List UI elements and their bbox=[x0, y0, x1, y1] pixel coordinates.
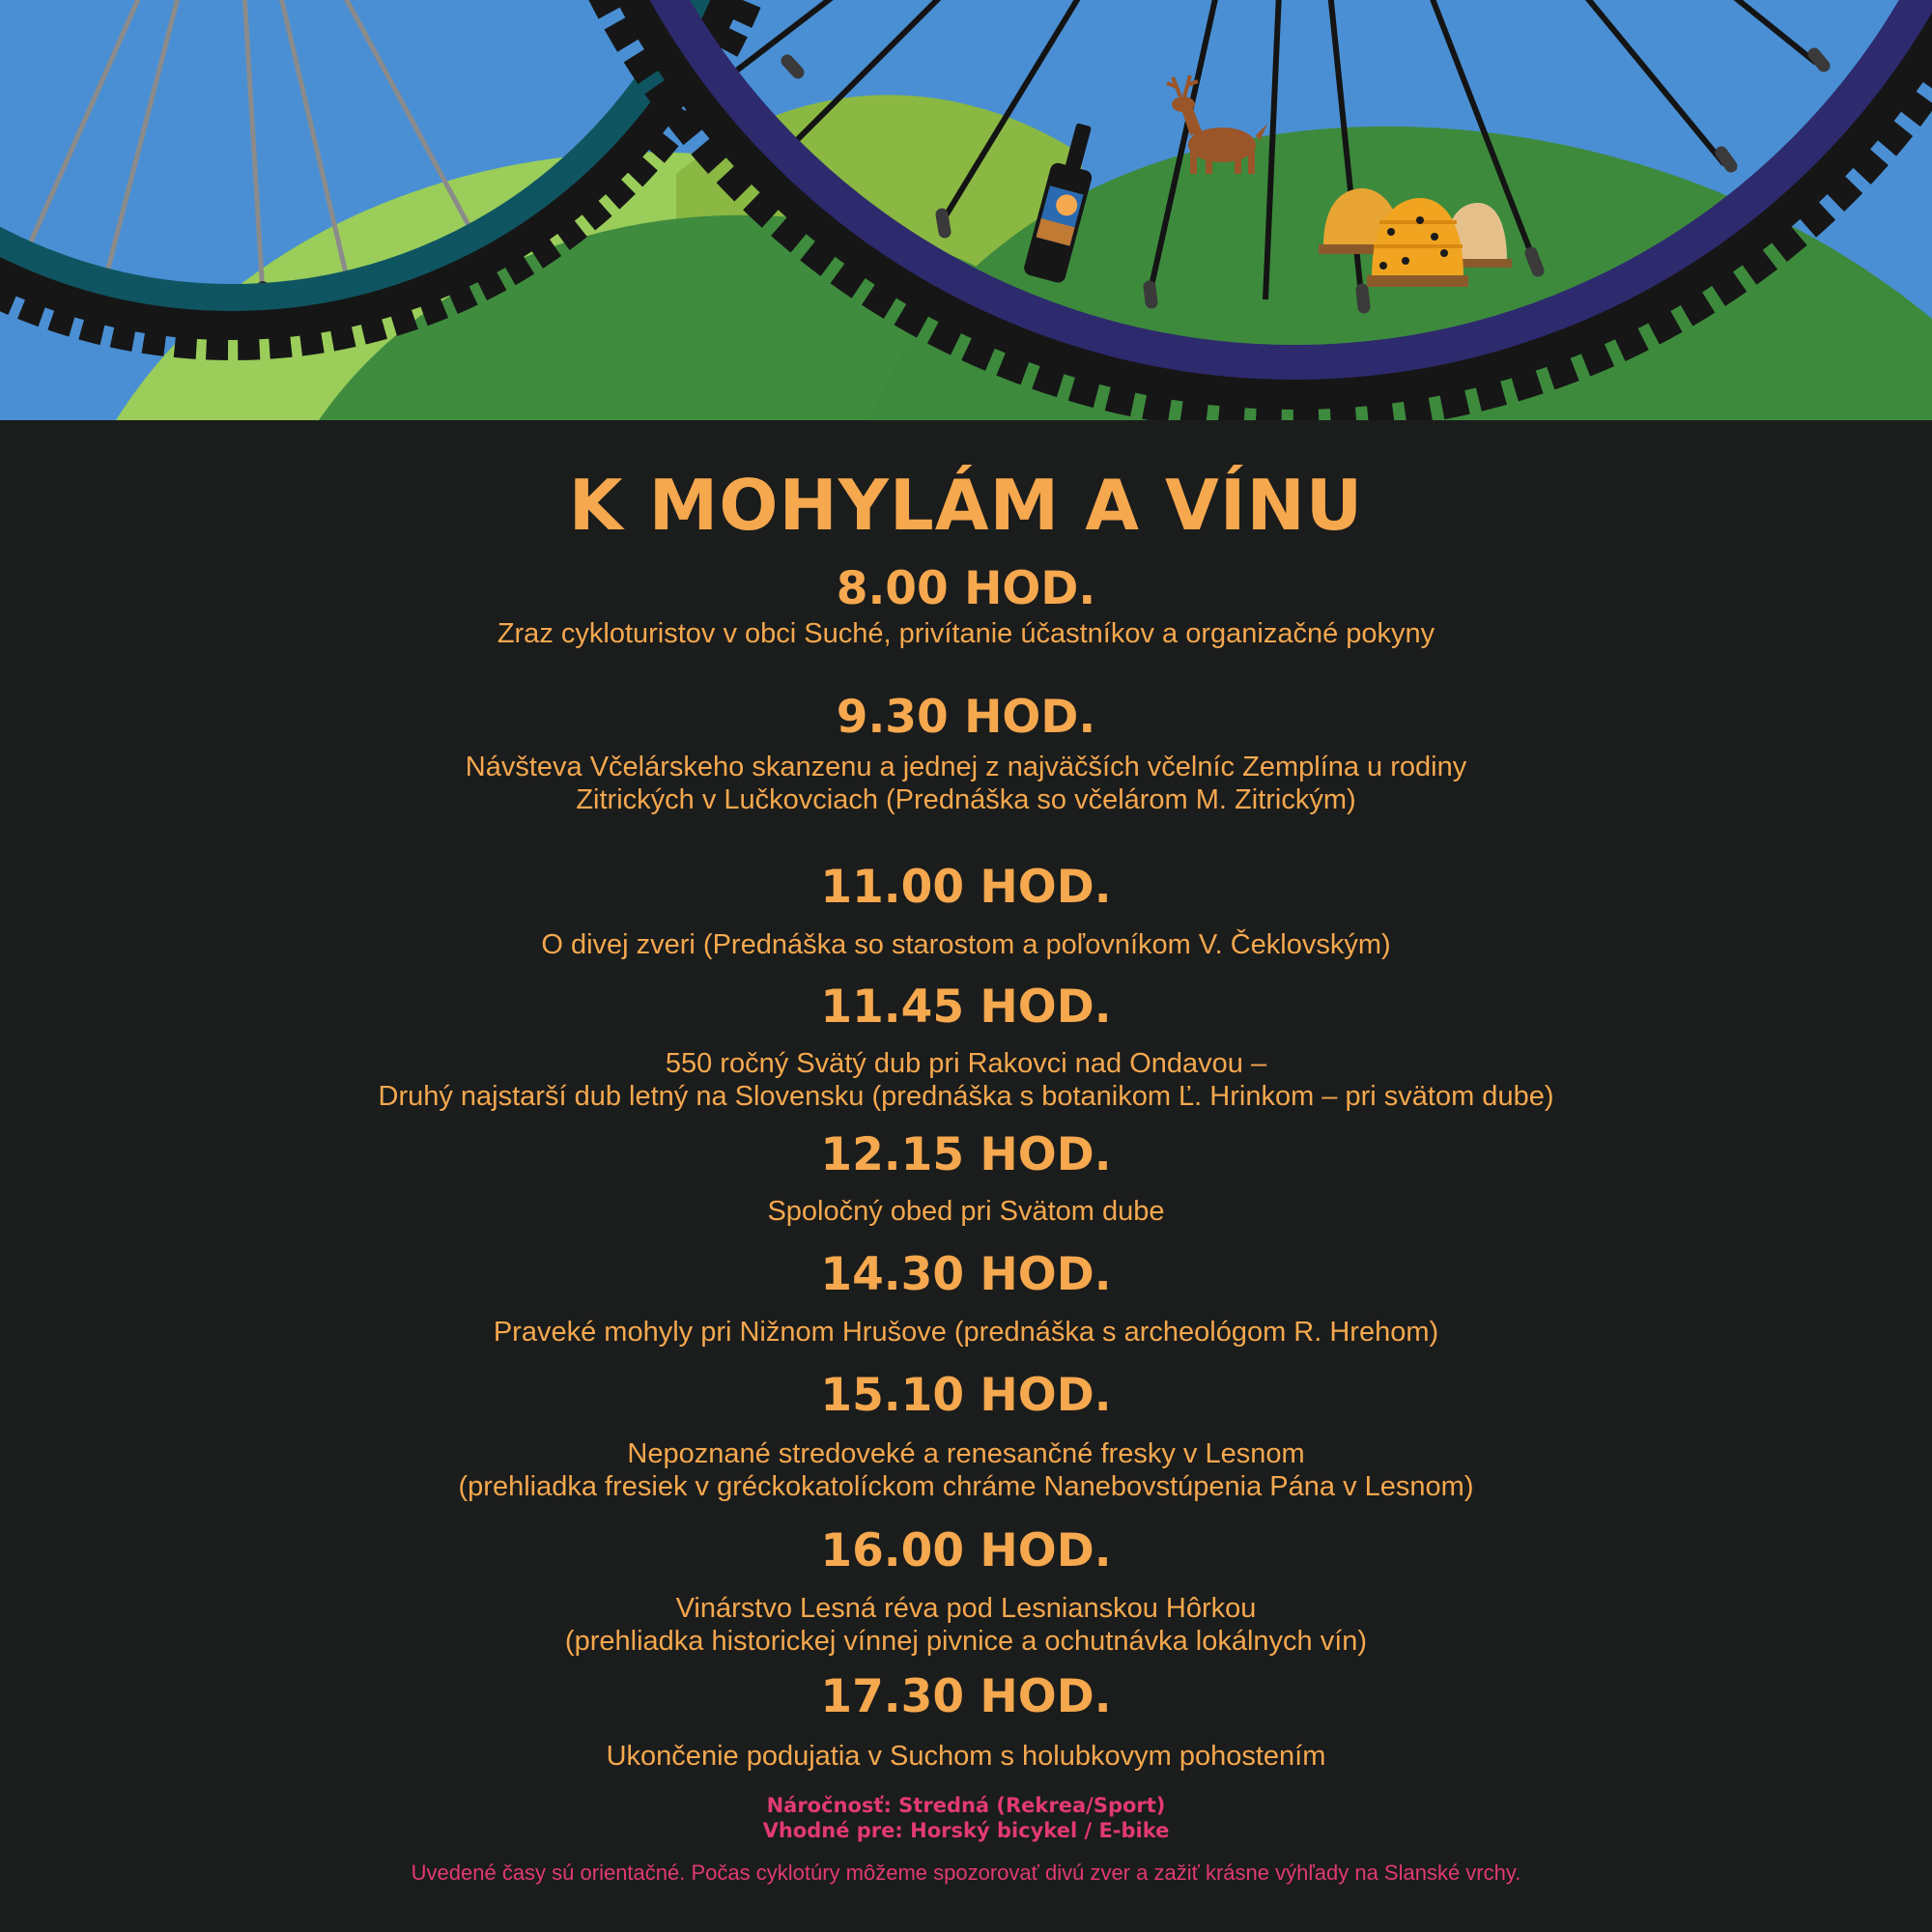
schedule-time: 11.00 HOD. bbox=[820, 861, 1112, 914]
schedule-time: 12.15 HOD. bbox=[820, 1128, 1112, 1181]
schedule-description: Nepoznané stredoveké a renesančné fresky v Lesnom bbox=[627, 1438, 1305, 1469]
hero-illustration bbox=[0, 0, 1932, 420]
schedule-time: 9.30 HOD. bbox=[836, 691, 1096, 744]
schedule-description: (prehliadka historickej vínnej pivnice a ochutnávka lokálnych vín) bbox=[564, 1626, 1368, 1657]
footnote: Uvedené časy sú orientačné. Počas cyklotúry môžeme spozorovať divú zver a zažiť krásne výhľady na Slanské vrchy. bbox=[411, 1861, 1521, 1885]
schedule-time: 8.00 HOD. bbox=[836, 562, 1096, 615]
schedule-description: Spoločný obed pri Svätom dube bbox=[767, 1196, 1165, 1227]
schedule-section bbox=[0, 420, 1932, 1932]
schedule-description: Zitrických v Lučkovciach (Prednáška so včelárom M. Zitrickým) bbox=[576, 784, 1356, 815]
difficulty-label: Náročnosť: Stredná (Rekrea/Sport) bbox=[766, 1794, 1166, 1817]
page-title: K MOHYLÁM A VÍNU bbox=[568, 465, 1364, 546]
schedule-description: Ukončenie podujatia v Suchom s holubkovym pohostením bbox=[606, 1741, 1326, 1772]
schedule-time: 16.00 HOD. bbox=[820, 1524, 1112, 1577]
schedule-description: Druhý najstarší dub letný na Slovensku (prednáška s botanikom Ľ. Hrinkom – pri svätom dube) bbox=[378, 1081, 1554, 1112]
schedule-description: Vinárstvo Lesná réva pod Lesnianskou Hôrkou bbox=[675, 1593, 1257, 1624]
suitable-for-label: Vhodné pre: Horský bicykel / E-bike bbox=[762, 1819, 1170, 1842]
schedule-time: 15.10 HOD. bbox=[820, 1369, 1112, 1422]
schedule-description: (prehliadka fresiek v gréckokatolíckom chráme Nanebovstúpenia Pána v Lesnom) bbox=[458, 1471, 1474, 1502]
schedule-description: O divej zveri (Prednáška so starostom a poľovníkom V. Čeklovským) bbox=[541, 929, 1391, 960]
schedule-time: 17.30 HOD. bbox=[820, 1670, 1112, 1723]
schedule-description: 550 ročný Svätý dub pri Rakovci nad Ondavou – bbox=[665, 1048, 1267, 1079]
schedule-description: Návšteva Včelárskeho skanzenu a jednej z najväčších včelníc Zemplína u rodiny bbox=[465, 752, 1467, 782]
schedule-time: 11.45 HOD. bbox=[820, 980, 1112, 1034]
schedule-description: Zraz cykloturistov v obci Suché, privítanie účastníkov a organizačné pokyny bbox=[497, 618, 1435, 649]
schedule-time: 14.30 HOD. bbox=[820, 1248, 1112, 1301]
schedule-description: Praveké mohyly pri Nižnom Hrušove (prednáška s archeológom R. Hrehom) bbox=[493, 1317, 1439, 1348]
